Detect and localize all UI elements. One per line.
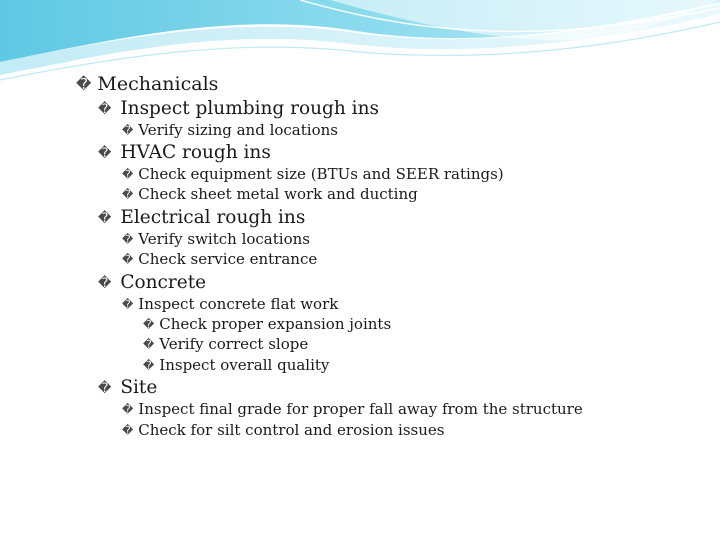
- bullet-icon: �: [76, 75, 92, 93]
- outline-item-text: Inspect concrete flat work: [138, 295, 339, 313]
- bullet-icon: �: [143, 318, 155, 331]
- bullet-icon: �: [122, 233, 134, 246]
- outline-item-level-2: [122, 185, 418, 203]
- outline-item-level-1: [98, 98, 379, 119]
- outline-item-text: Concrete: [120, 272, 207, 293]
- outline-item-level-2: [122, 230, 310, 248]
- outline-item-level-3: [143, 315, 391, 333]
- outline-item-text: Mechanicals: [97, 73, 219, 95]
- bullet-icon: �: [143, 359, 155, 372]
- outline-item-text: Check service entrance: [138, 250, 318, 268]
- outline-item-level-2: [122, 295, 338, 313]
- bullet-icon: �: [98, 146, 112, 161]
- outline-item-level-2: [122, 400, 583, 418]
- outline-item-text: Check for silt control and erosion issues: [138, 421, 445, 439]
- outline-item-level-2: [122, 421, 445, 439]
- bullet-icon: �: [98, 211, 112, 226]
- outline-item-text: Site: [120, 377, 158, 398]
- bullet-icon: �: [122, 253, 134, 266]
- outline-item-text: Verify correct slope: [159, 335, 309, 353]
- outline-item-text: Check proper expansion joints: [159, 315, 392, 333]
- outline-item-level-2: [122, 250, 317, 268]
- outline-item-text: Inspect final grade for proper fall away from the structure: [138, 400, 583, 418]
- outline-item-text: HVAC rough ins: [120, 142, 271, 163]
- bullet-icon: �: [98, 276, 112, 291]
- outline-item-level-1: [98, 142, 271, 163]
- outline-item-level-3: [143, 335, 308, 353]
- outline-item-text: Inspect overall quality: [159, 356, 330, 374]
- outline-item-level-1: [98, 272, 206, 293]
- outline-item-level-2: [122, 165, 504, 183]
- outline-item-level-1: [98, 207, 305, 228]
- outline-item-text: Verify switch locations: [138, 230, 310, 248]
- outline-item-text: Check equipment size (BTUs and SEER ratings): [138, 165, 504, 183]
- outline-item-text: Check sheet metal work and ducting: [138, 185, 418, 203]
- bullet-icon: �: [122, 403, 134, 416]
- bullet-icon: �: [122, 168, 134, 181]
- bullet-icon: �: [122, 188, 134, 201]
- outline-item-level-3: [143, 356, 329, 374]
- bullet-icon: �: [98, 102, 112, 117]
- outline-item-level-2: [122, 121, 338, 139]
- outline-item-text: Inspect plumbing rough ins: [120, 98, 380, 119]
- bullet-icon: �: [143, 338, 155, 351]
- outline-item-level-1: [98, 377, 157, 398]
- bullet-icon: �: [98, 381, 112, 396]
- outline-item-text: Verify sizing and locations: [138, 121, 338, 139]
- outline-item-text: Electrical rough ins: [120, 207, 306, 228]
- bullet-icon: �: [122, 424, 134, 437]
- outline-item-level-0: [76, 73, 218, 95]
- bullet-icon: �: [122, 298, 134, 311]
- bullet-icon: �: [122, 124, 134, 137]
